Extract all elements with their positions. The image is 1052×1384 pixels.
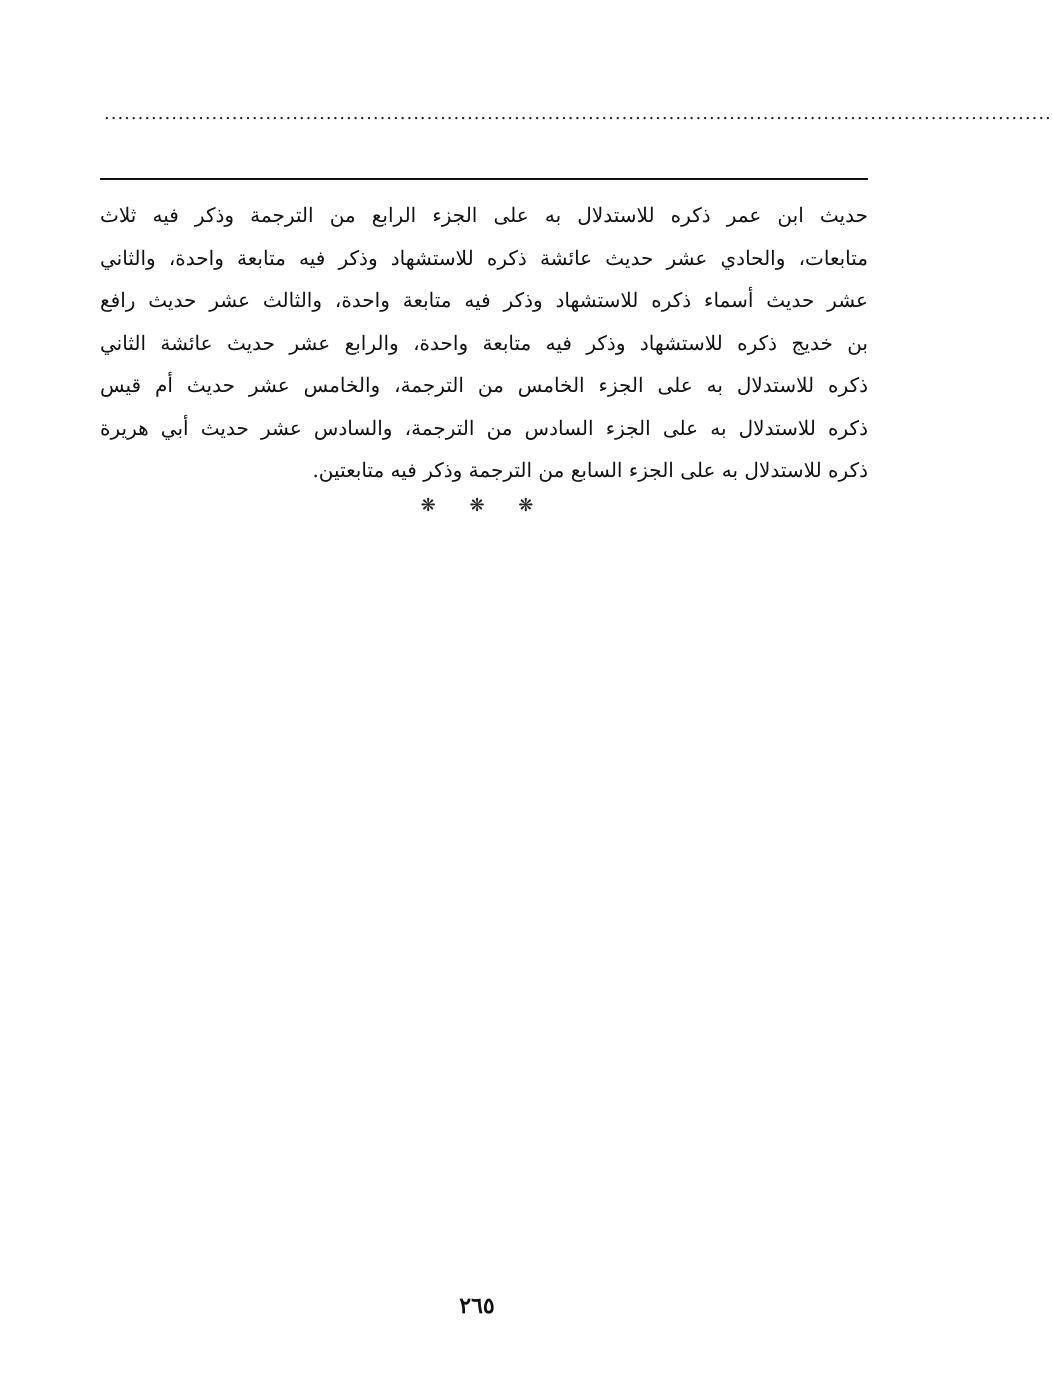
text-line: بن خديج ذكره للاستشهاد وذكر فيه متابعة واحدة، والرابع عشر حديث عائشة الثاني	[100, 330, 868, 355]
text-line: متابعات، والحادي عشر حديث عائشة ذكره للاستشهاد وذكر فيه متابعة واحدة، والثاني	[100, 245, 868, 270]
page-number: ٢٦٥	[459, 1293, 495, 1319]
text-line: ذكره للاستدلال به على الجزء السابع من الترجمة وذكر فيه متابعتين.	[312, 458, 868, 482]
star-ornament-icon: ❋	[420, 495, 436, 516]
text-line: ذكره للاستدلال به على الجزء الخامس من الترجمة، والخامس عشر حديث أم قيس	[100, 373, 868, 397]
text-line: عشر حديث أسماء ذكره للاستشهاد وذكر فيه متابعة واحدة، والثالث عشر حديث رافع	[100, 288, 868, 312]
text-line: حديث ابن عمر ذكره للاستدلال به على الجزء الرابع من الترجمة وذكر فيه ثلاث	[100, 203, 868, 227]
header-dotted-line: .............................................................................................................................................	[104, 103, 1052, 124]
body-paragraph	[100, 194, 868, 492]
star-ornament-icon: ❋	[469, 495, 485, 516]
star-ornament-icon: ❋	[518, 495, 534, 516]
section-separator	[0, 494, 954, 518]
text-line: ذكره للاستدلال به على الجزء السادس من الترجمة، والسادس عشر حديث أبي هريرة	[100, 415, 868, 440]
header-rule	[100, 178, 868, 180]
